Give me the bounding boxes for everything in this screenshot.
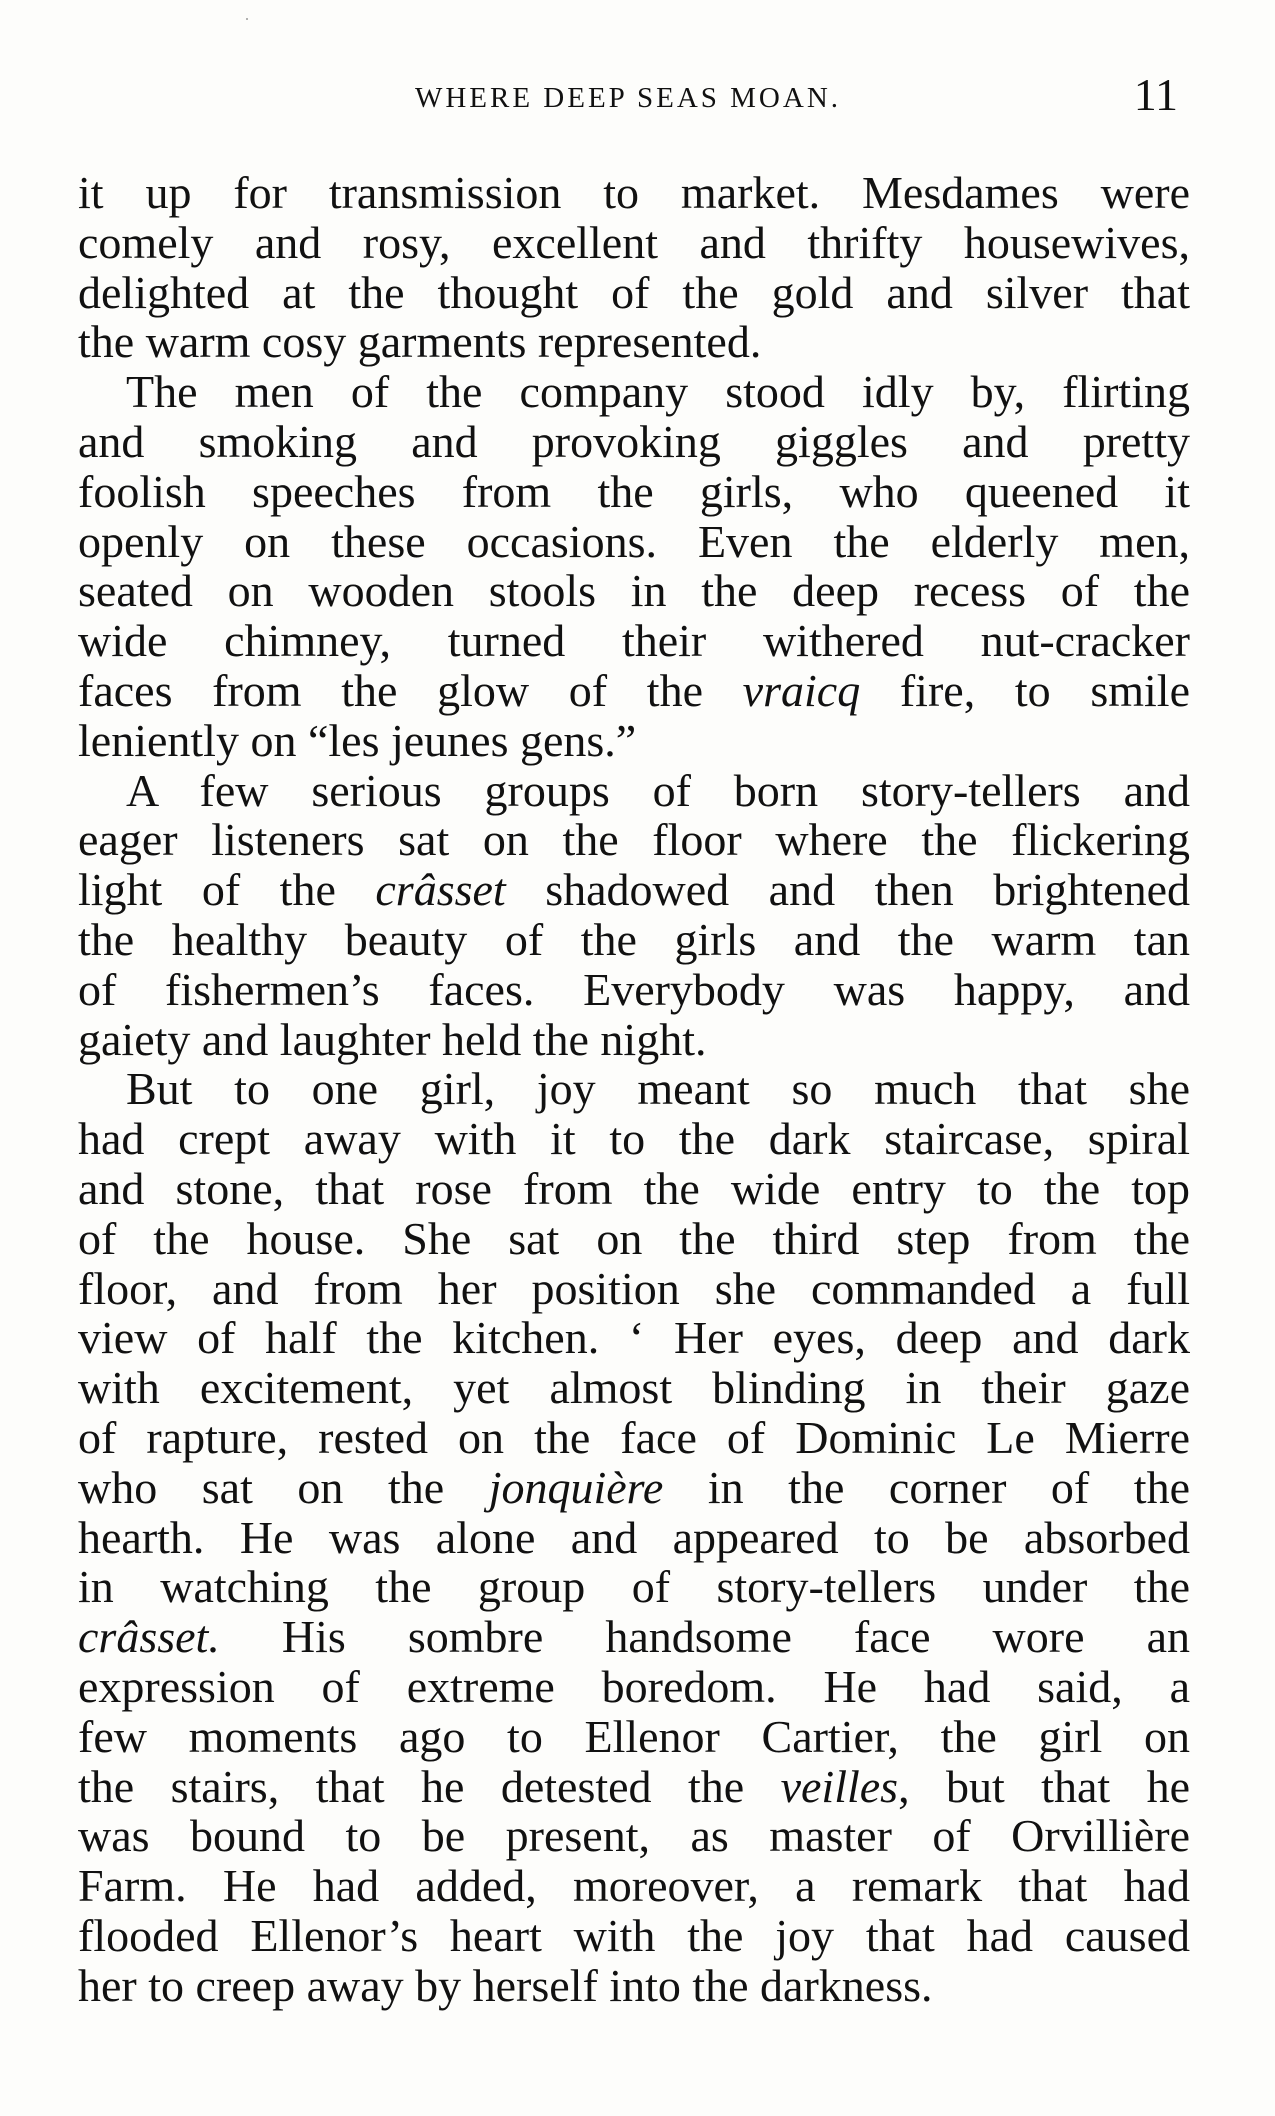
text-run: her to creep away by herself into the darkness. bbox=[78, 1959, 933, 2011]
text-run: A few serious groups of born story-tellers and bbox=[126, 764, 1190, 816]
text-run: eager listeners sat on the floor where the flickering bbox=[78, 814, 1190, 866]
text-line bbox=[78, 616, 1190, 666]
text-run: The men of the company stood idly by, flirting bbox=[126, 366, 1190, 418]
italic-term: veilles bbox=[780, 1760, 899, 1812]
text-run: of rapture, rested on the face of Dominic Le Mierre bbox=[78, 1411, 1190, 1463]
text-line bbox=[78, 367, 1190, 417]
text-run: openly on these occasions. Even the elderly men, bbox=[78, 515, 1190, 567]
text-line bbox=[78, 218, 1190, 268]
text-line bbox=[78, 1961, 1190, 2011]
text-line bbox=[78, 1762, 1190, 1812]
text-run: the stairs, that he detested the bbox=[78, 1760, 781, 1812]
italic-term: jonquière bbox=[488, 1461, 664, 1513]
text-line bbox=[78, 1861, 1190, 1911]
text-line bbox=[78, 1413, 1190, 1463]
text-run: it up for transmission to market. Mesdames were bbox=[78, 167, 1190, 218]
text-line bbox=[78, 1264, 1190, 1314]
text-run: gaiety and laughter held the night. bbox=[78, 1013, 707, 1065]
text-line bbox=[78, 1015, 1190, 1065]
text-line bbox=[78, 1513, 1190, 1563]
text-run: shadowed and then brightened bbox=[505, 864, 1190, 916]
text-run: leniently on “les jeunes gens.” bbox=[78, 714, 637, 766]
page-number: 11 bbox=[1133, 69, 1178, 120]
text-line bbox=[78, 666, 1190, 716]
text-run: the healthy beauty of the girls and the warm tan bbox=[78, 913, 1190, 965]
text-line bbox=[78, 1064, 1190, 1114]
text-run: His sombre handsome face wore an bbox=[219, 1611, 1190, 1663]
text-run: who sat on the bbox=[78, 1461, 489, 1513]
text-run: the warm cosy garments represented. bbox=[78, 316, 762, 368]
italic-term: crâsset. bbox=[78, 1611, 220, 1663]
text-run: wide chimney, turned their withered nut-cracker bbox=[78, 615, 1190, 667]
running-head bbox=[78, 68, 1178, 128]
text-run: view of half the kitchen. ‘ Her eyes, deep and dark bbox=[78, 1312, 1190, 1364]
text-line bbox=[78, 1811, 1190, 1861]
text-run: , but that he bbox=[898, 1760, 1190, 1812]
text-run: of fishermen’s faces. Everybody was happy, and bbox=[78, 963, 1190, 1015]
text-run: was bound to be present, as master of Orvillière bbox=[78, 1810, 1190, 1862]
text-line bbox=[78, 716, 1190, 766]
italic-term: crâsset bbox=[375, 864, 506, 916]
text-line bbox=[78, 168, 1190, 218]
text-run: floor, and from her position she commanded a full bbox=[78, 1262, 1190, 1314]
paper-speck bbox=[246, 18, 248, 20]
text-run: and smoking and provoking giggles and pretty bbox=[78, 415, 1190, 467]
text-line bbox=[78, 766, 1190, 816]
text-run: light of the bbox=[78, 864, 376, 916]
text-run: But to one girl, joy meant so much that she bbox=[126, 1063, 1190, 1115]
text-line bbox=[78, 517, 1190, 567]
text-run: fire, to smile bbox=[860, 664, 1190, 716]
text-run: faces from the glow of the bbox=[78, 664, 743, 716]
text-line bbox=[78, 965, 1190, 1015]
text-line bbox=[78, 268, 1190, 318]
text-line bbox=[78, 1363, 1190, 1413]
text-line bbox=[78, 467, 1190, 517]
text-run: flooded Ellenor’s heart with the joy that had caused bbox=[78, 1909, 1190, 1961]
text-run: with excitement, yet almost blinding in their gaze bbox=[78, 1362, 1190, 1414]
text-line bbox=[78, 1662, 1190, 1712]
text-line bbox=[78, 1214, 1190, 1264]
text-line bbox=[78, 417, 1190, 467]
text-line bbox=[78, 1313, 1190, 1363]
text-line bbox=[78, 865, 1190, 915]
text-line bbox=[78, 1712, 1190, 1762]
italic-term: vraicq bbox=[742, 664, 861, 716]
text-line bbox=[78, 1911, 1190, 1961]
text-line bbox=[78, 1612, 1190, 1662]
body-text bbox=[78, 168, 1190, 2010]
text-run: in the corner of the bbox=[663, 1461, 1190, 1513]
text-run: of the house. She sat on the third step from the bbox=[78, 1212, 1190, 1264]
text-line bbox=[78, 317, 1190, 367]
text-line bbox=[78, 915, 1190, 965]
text-run: hearth. He was alone and appeared to be absorbed bbox=[78, 1511, 1190, 1563]
text-line bbox=[78, 1562, 1190, 1612]
text-line bbox=[78, 566, 1190, 616]
text-run: comely and rosy, excellent and thrifty housewives, bbox=[78, 216, 1190, 268]
text-line bbox=[78, 1463, 1190, 1513]
text-run: few moments ago to Ellenor Cartier, the girl on bbox=[78, 1710, 1190, 1762]
text-run: seated on wooden stools in the deep recess of the bbox=[78, 565, 1190, 617]
text-run: had crept away with it to the dark staircase, spiral bbox=[78, 1113, 1190, 1165]
text-line bbox=[78, 815, 1190, 865]
text-run: delighted at the thought of the gold and silver that bbox=[78, 266, 1190, 318]
text-run: expression of extreme boredom. He had said, a bbox=[78, 1660, 1190, 1712]
text-run: foolish speeches from the girls, who queened it bbox=[78, 465, 1190, 517]
text-line bbox=[78, 1164, 1190, 1214]
running-title: WHERE DEEP SEAS MOAN. bbox=[414, 82, 842, 114]
text-run: in watching the group of story-tellers under the bbox=[78, 1561, 1190, 1613]
text-line bbox=[78, 1114, 1190, 1164]
text-run: Farm. He had added, moreover, a remark that had bbox=[78, 1860, 1190, 1912]
text-run: and stone, that rose from the wide entry to the top bbox=[78, 1162, 1190, 1214]
